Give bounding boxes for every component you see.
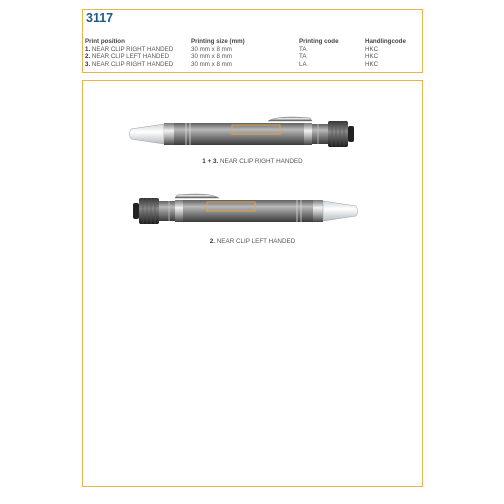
row-number: 1. <box>85 45 91 53</box>
col-header-print-position: Print position <box>85 38 125 45</box>
caption-text: NEAR CLIP RIGHT HANDED <box>219 158 303 165</box>
product-image-panel <box>82 80 423 487</box>
col-header-printing-code: Printing code <box>299 38 339 45</box>
caption-right-handed <box>83 158 422 165</box>
row-size: 30 mm x 8 mm <box>191 60 232 68</box>
row-position: NEAR CLIP RIGHT HANDED <box>91 60 174 68</box>
product-number: 3117 <box>86 11 114 25</box>
col-header-printing-size: Printing size (mm) <box>191 38 245 45</box>
pen-left-handed-image <box>133 191 393 231</box>
col-header-handling-code: Handlingcode <box>365 38 406 45</box>
row-number: 3. <box>85 60 91 68</box>
row-number: 2. <box>85 53 91 61</box>
table-row <box>85 46 415 54</box>
row-position: NEAR CLIP LEFT HANDED <box>91 53 170 61</box>
print-info-table <box>85 38 415 68</box>
caption-number: 1 + 3. <box>202 158 219 165</box>
caption-left-handed <box>83 238 422 245</box>
row-code: LA <box>299 60 307 68</box>
caption-text: NEAR CLIP LEFT HANDED <box>216 238 296 245</box>
row-size: 30 mm x 8 mm <box>191 45 232 53</box>
table-header-row <box>85 38 415 46</box>
table-row <box>85 53 415 61</box>
row-handling: HKC <box>365 60 379 68</box>
row-handling: HKC <box>365 45 379 53</box>
row-position: NEAR CLIP RIGHT HANDED <box>91 45 174 53</box>
row-code: TA <box>299 53 307 61</box>
row-code: TA <box>299 45 307 53</box>
row-handling: HKC <box>365 53 379 61</box>
pen-right-handed-image <box>128 114 388 154</box>
header-panel <box>82 9 423 73</box>
table-row <box>85 61 415 69</box>
row-size: 30 mm x 8 mm <box>191 53 232 61</box>
caption-number: 2. <box>209 238 215 245</box>
